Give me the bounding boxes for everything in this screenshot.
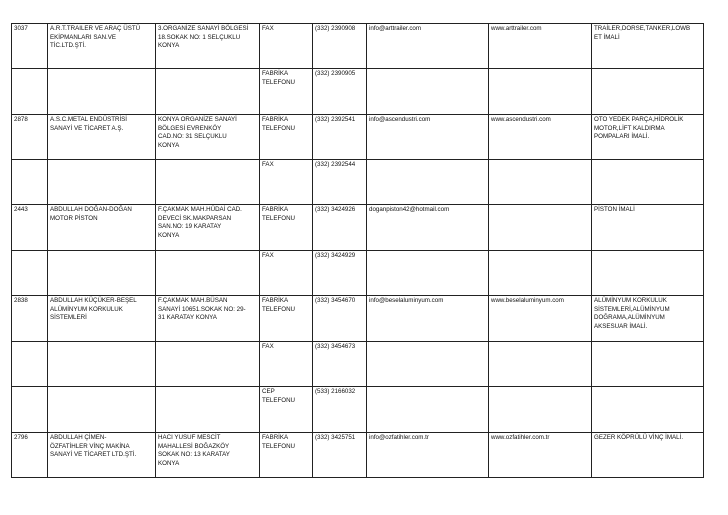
- website-cell: www.ascendustri.com: [489, 115, 592, 160]
- activity-cell: [592, 387, 704, 433]
- phone-cell: (332) 3454670: [313, 296, 367, 342]
- company-name-cell: ABDULLAH ÇİMEN- ÖZFATİHLER VİNÇ MAKİNA SANAYİ VE TİCARET LTD.ŞTİ.: [48, 433, 156, 478]
- contact-type-cell: FAX: [260, 342, 313, 387]
- contact-type-cell: FABRİKA TELEFONU: [260, 205, 313, 251]
- activity-cell: [592, 69, 704, 115]
- company-name-cell: [48, 342, 156, 387]
- contact-type-cell: FABRİKA TELEFONU: [260, 296, 313, 342]
- phone-cell: (332) 3424926: [313, 205, 367, 251]
- address-cell: F.ÇAKMAK MAH.BÜSAN SANAYİ 10651.SOKAK NO: 29- 31 KARATAY KONYA: [156, 296, 260, 342]
- phone-cell: (533) 2166032: [313, 387, 367, 433]
- activity-cell: GEZER KÖPRÜLÜ VİNÇ İMALİ.: [592, 433, 704, 478]
- table-row: [12, 115, 704, 160]
- record-no-cell: 2443: [12, 205, 48, 251]
- contact-type-cell: FAX: [260, 251, 313, 296]
- address-cell: [156, 342, 260, 387]
- record-no-cell: [12, 251, 48, 296]
- address-cell: [156, 160, 260, 205]
- table-row: [12, 342, 704, 387]
- email-cell: [367, 342, 489, 387]
- email-cell: info@beselaluminyum.com: [367, 296, 489, 342]
- website-cell: [489, 69, 592, 115]
- phone-cell: (332) 2390908: [313, 24, 367, 69]
- table-row: [12, 251, 704, 296]
- activity-cell: PİSTON İMALİ: [592, 205, 704, 251]
- company-directory-table: [11, 23, 704, 478]
- address-cell: KONYA ORGANİZE SANAYİ BÖLGESİ EVRENKÖY CAD.NO: 31 SELÇUKLU KONYA: [156, 115, 260, 160]
- contact-type-cell: FAX: [260, 160, 313, 205]
- table-row: [12, 24, 704, 69]
- company-name-cell: ABDULLAH DOĞAN-DOĞAN MOTOR PİSTON: [48, 205, 156, 251]
- table-row: [12, 387, 704, 433]
- website-cell: [489, 205, 592, 251]
- website-cell: www.ozfatihler.com.tr: [489, 433, 592, 478]
- company-name-cell: A.S.C.METAL ENDÜSTRİSİ SANAYİ VE TİCARET A.Ş.: [48, 115, 156, 160]
- record-no-cell: [12, 342, 48, 387]
- contact-type-cell: FABRİKA TELEFONU: [260, 69, 313, 115]
- email-cell: [367, 69, 489, 115]
- activity-cell: TRAİLER,DORSE,TANKER,LOWB ET İMALİ: [592, 24, 704, 69]
- record-no-cell: 3037: [12, 24, 48, 69]
- address-cell: F.ÇAKMAK MAH.HÜDAİ CAD. DEVECİ SK.MAKPARSAN SAN.NO: 19 KARATAY KONYA: [156, 205, 260, 251]
- contact-type-cell: FABRİKA TELEFONU: [260, 433, 313, 478]
- website-cell: [489, 251, 592, 296]
- table-row: [12, 160, 704, 205]
- address-cell: HACI YUSUF MESCİT MAHALLESİ BOĞAZKÖY SOKAK NO: 13 KARATAY KONYA: [156, 433, 260, 478]
- activity-cell: ALÜMİNYUM KORKULUK SİSTEMLERİ,ALÜMİNYUM DOĞRAMA,ALÜMİNYUM AKSESUAR İMALİ.: [592, 296, 704, 342]
- table-row: [12, 205, 704, 251]
- email-cell: info@ascendustri.com: [367, 115, 489, 160]
- contact-type-cell: FABRİKA TELEFONU: [260, 115, 313, 160]
- activity-cell: OTO YEDEK PARÇA,HİDROLİK MOTOR,LİFT KALDIRMA POMPALARI İMALİ.: [592, 115, 704, 160]
- address-cell: [156, 387, 260, 433]
- company-name-cell: [48, 69, 156, 115]
- address-cell: [156, 251, 260, 296]
- company-name-cell: A.R.T.TRAILER VE ARAÇ ÜSTÜ EKİPMANLARI SAN.VE TİC.LTD.ŞTİ.: [48, 24, 156, 69]
- company-name-cell: ABDULLAH KÜÇÜKER-BEŞEL ALÜMİNYUM KORKULUK SİSTEMLERİ: [48, 296, 156, 342]
- website-cell: www.arttrailer.com: [489, 24, 592, 69]
- phone-cell: (332) 2392544: [313, 160, 367, 205]
- phone-cell: (332) 2390905: [313, 69, 367, 115]
- company-name-cell: [48, 387, 156, 433]
- website-cell: [489, 342, 592, 387]
- company-name-cell: [48, 251, 156, 296]
- phone-cell: (332) 2392541: [313, 115, 367, 160]
- table-row: [12, 433, 704, 478]
- record-no-cell: 2796: [12, 433, 48, 478]
- email-cell: [367, 387, 489, 433]
- record-no-cell: 2878: [12, 115, 48, 160]
- email-cell: info@arttrailer.com: [367, 24, 489, 69]
- company-name-cell: [48, 160, 156, 205]
- activity-cell: [592, 160, 704, 205]
- email-cell: [367, 251, 489, 296]
- table-row: [12, 69, 704, 115]
- record-no-cell: 2838: [12, 296, 48, 342]
- record-no-cell: [12, 160, 48, 205]
- record-no-cell: [12, 69, 48, 115]
- phone-cell: (332) 3424929: [313, 251, 367, 296]
- address-cell: 3.ORGANİZE SANAYİ BÖLGESİ 18.SOKAK NO: 1 SELÇUKLU KONYA: [156, 24, 260, 69]
- website-cell: [489, 160, 592, 205]
- email-cell: [367, 160, 489, 205]
- activity-cell: [592, 251, 704, 296]
- email-cell: doganpiston42@hotmail.com: [367, 205, 489, 251]
- phone-cell: (332) 3454673: [313, 342, 367, 387]
- activity-cell: [592, 342, 704, 387]
- address-cell: [156, 69, 260, 115]
- website-cell: www.beselaluminyum.com: [489, 296, 592, 342]
- contact-type-cell: FAX: [260, 24, 313, 69]
- phone-cell: (332) 3425751: [313, 433, 367, 478]
- table-row: [12, 296, 704, 342]
- email-cell: info@ozfatihler.com.tr: [367, 433, 489, 478]
- contact-type-cell: CEP TELEFONU: [260, 387, 313, 433]
- record-no-cell: [12, 387, 48, 433]
- website-cell: [489, 387, 592, 433]
